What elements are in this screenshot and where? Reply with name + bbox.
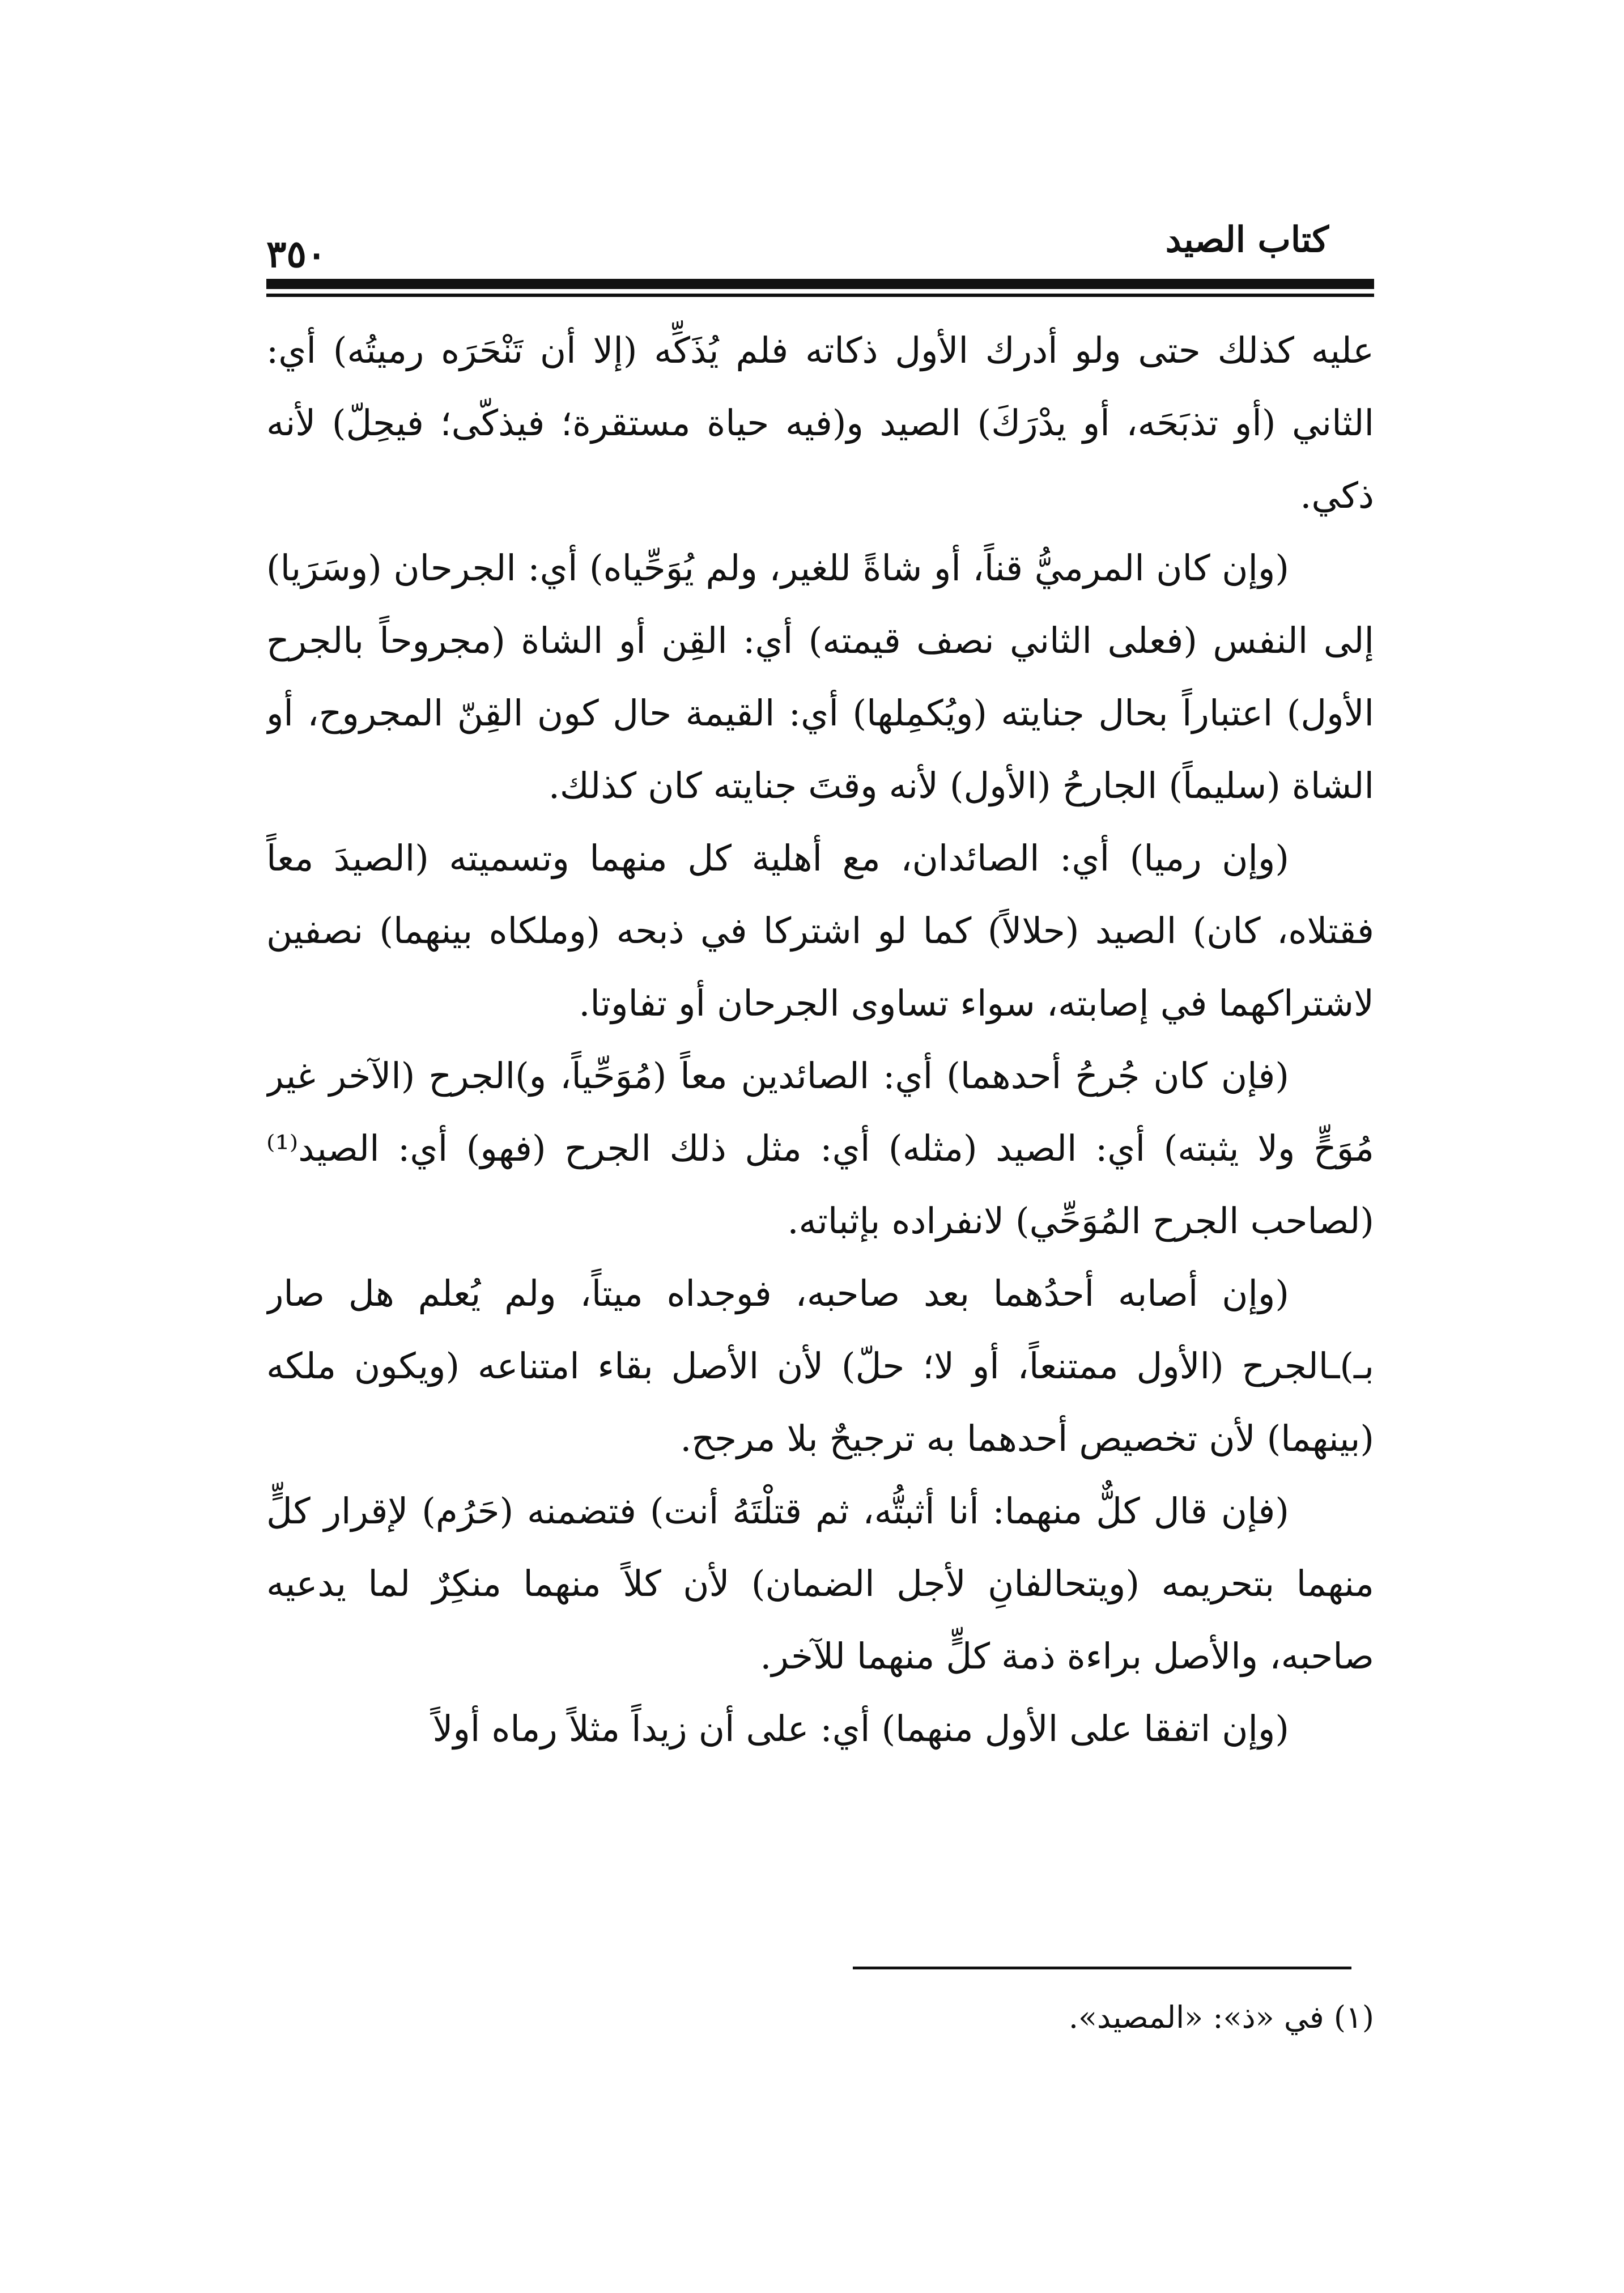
header-rule-thin: [266, 294, 1374, 297]
footnote-separator: [853, 1967, 1351, 1969]
footnote: (١) في «ذ»: «المصيد».: [1068, 1999, 1374, 2035]
paragraph: (وإن كان المرميُّ قناً، أو شاةً للغير، ولم يُوَحِّياه) أي: الجرحان (وسَرَيا) إلى النفس (فعلى الثاني نصف قيمته) أي: القِن أو الشاة (مجروحاً بالجرح الأول) اعتباراً بحال جنايته (ويُكمِلها) أي: القيمة حال كون القِنّ المجروح، أو الشاة (سليماً) الجارحُ (الأول) لأنه وقتَ جنايته كان كذلك.: [266, 547, 1374, 806]
page-number: ٣٥٠: [266, 232, 327, 276]
paragraph: عليه كذلك حتى ولو أدرك الأول ذكاته فلم يُذَكِّه (إلا أن تَنْحَرَه رميتُه) أي: الثاني (أو تذبَحَه، أو يدْرَكَ) الصيد و(فيه حياة مستقرة؛ فيذكّى؛ فيحِلّ) لأنه ذكي.: [266, 330, 1374, 516]
body-text: [266, 315, 1374, 1935]
header-rule-thick: [266, 279, 1374, 289]
running-header: [266, 214, 1374, 277]
chapter-title: كتاب الصيد: [1165, 219, 1329, 260]
paragraph: (وإن اتفقا على الأول منهما) أي: على أن زيداً مثلاً رماه أولاً: [432, 1708, 1289, 1750]
paragraph: (وإن رميا) أي: الصائدان، مع أهلية كل منهما وتسميته (الصيدَ معاً فقتلاه، كان) الصيد (حلالاً) كما لو اشتركا في ذبحه (وملكاه بينهما) نصفين لاشتراكهما في إصابته، سواء تساوى الجرحان أو تفاوتا.: [266, 838, 1374, 1024]
paragraph: (فإن قال كلٌّ منهما: أنا أثبتُّه، ثم قتلْتَهُ أنت) فتضمنه (حَرُم) لإقرار كلٍّ منهما بتحريمه (ويتحالفانِ لأجل الضمان) لأن كلاً منهما منكِرٌ لما يدعيه صاحبه، والأصل براءة ذمة كلٍّ منهما للآخر.: [266, 1491, 1374, 1677]
paragraph: (وإن أصابه أحدُهما بعد صاحبه، فوجداه ميتاً، ولم يُعلم هل صار بـ)ـالجرح (الأول ممتنعاً، أو لا؛ حلّ) لأن الأصل بقاء امتناعه (ويكون ملكه (بينهما) لأن تخصيص أحدهما به ترجيحٌ بلا مرجح.: [266, 1273, 1374, 1459]
paragraph: (فإن كان جُرحُ أحدهما) أي: الصائدين معاً (مُوَحِّياً، و)الجرح (الآخر غير مُوَحٍّ ولا يثبته) أي: الصيد (مثله) أي: مثل ذلك الجرح (فهو) أي: الصيد⁽¹⁾ (لصاحب الجرح المُوَحِّي) لانفراده بإثباته.: [266, 1055, 1374, 1242]
